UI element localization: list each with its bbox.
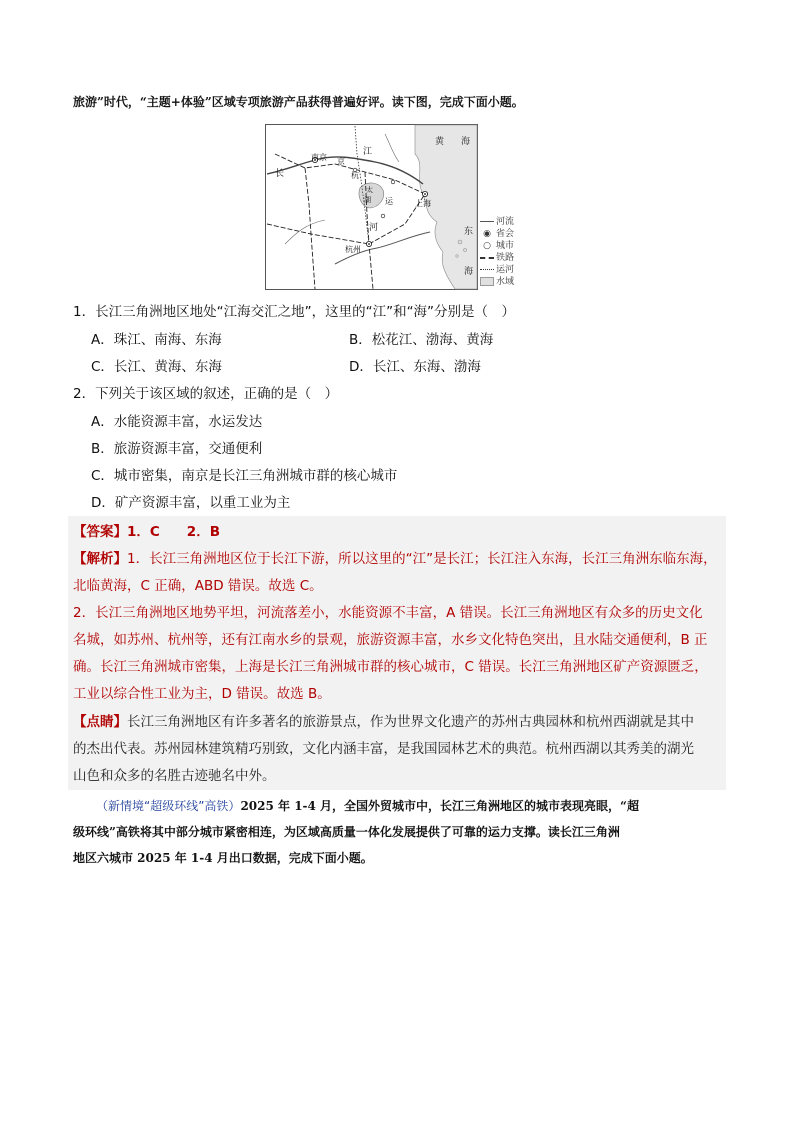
legend-railway: 铁路 [480, 250, 514, 263]
q1-option-b: B．松花江、渤海、黄海 [349, 332, 494, 348]
q2-option-c: C．城市密集，南京是长江三角洲城市群的核心城市 [91, 468, 398, 484]
q2-option-d: D．矿产资源丰富，以重工业为主 [91, 495, 291, 511]
intro-text: 旅游”时代，“主题+体验”区域专项旅游产品获得普遍好评。读下图，完成下面小题。 [73, 95, 524, 109]
next-context-tag: （新情境“超级环线”高铁） [96, 799, 241, 813]
q2-stem: 2．下列关于该区域的叙述，正确的是（ ） [73, 386, 339, 402]
yangtze-delta-map [265, 124, 478, 290]
comment-line-3: 山色和众多的名胜古迹驰名中外。 [73, 768, 276, 784]
next-line-3: 地区六城市 2025 年 1-4 月出口数据，完成下面小题。 [73, 851, 373, 865]
next-line-1: （新情境“超级环线”高铁）2025 年 1-4 月，全国外贸城市中，长江三角洲地区的城市表现亮眼，“超 [96, 799, 639, 813]
q1-stem: 1．长江三角洲地区地处“江海交汇之地”，这里的“江”和“海”分别是（ ） [73, 304, 516, 320]
comment-line-2: 的杰出代表。苏州园林建筑精巧别致，文化内涵丰富，是我国园林艺术的典范。杭州西湖以其秀美的湖光 [73, 741, 694, 757]
legend-capital: ◉ 省会 [483, 229, 515, 239]
island [463, 248, 466, 251]
city-marker [381, 214, 385, 218]
analysis-line-5: 确。长江三角洲城市密集，上海是长江三角洲城市群的核心城市，C 错误。长江三角洲地区矿产资源匮乏， [73, 659, 708, 675]
q2-option-b: B．旅游资源丰富，交通便利 [91, 441, 263, 457]
city-marker [391, 180, 395, 184]
label-huang: 黄 [435, 137, 445, 147]
q1-option-a: A．珠江、南海、东海 [91, 332, 222, 348]
label-hang: 杭 [351, 171, 359, 180]
label-jiang: 江 [363, 147, 373, 157]
comment-line-1: 【点睛】长江三角洲地区有许多著名的旅游景点，作为世界文化遗产的苏州古典园林和杭州西湖就是其中 [73, 714, 694, 730]
analysis-tag: 【解析】 [73, 551, 127, 567]
analysis-line-1: 【解析】1．长江三角洲地区位于长江下游，所以这里的“江”是长江；长江注入东海，长江三角洲东临东海， [73, 551, 717, 567]
analysis-line-6: 工业以综合性工业为主，D 错误。故选 B。 [73, 686, 331, 702]
label-yun: 运 [385, 197, 393, 206]
analysis-line-3: 2．长江三角洲地区地势平坦，河流落差小，水能资源不丰富，A 错误。长江三角洲地区有众多的历史文化 [73, 605, 703, 621]
island [456, 255, 459, 258]
label-hai-top: 海 [461, 137, 471, 147]
answer-text: 1．C 2．B [127, 524, 220, 540]
q2-option-a: A．水能资源丰富，水运发达 [91, 414, 263, 430]
legend-river: 河流 [480, 214, 514, 227]
label-chang: 长 [275, 169, 285, 179]
answer-tag: 【答案】 [73, 524, 127, 540]
analysis-line-2: 北临黄海，C 正确，ABD 错误。故选 C。 [73, 578, 323, 594]
label-he: 河 [369, 223, 379, 233]
analysis-line-4: 名城，如苏州、杭州等，还有江南水乡的景观，旅游资源丰富，水乡文化特色突出，且水陆交通便利，B 正 [73, 632, 708, 648]
legend-city: ○ 城市 [483, 241, 515, 251]
label-shanghai: 上海 [415, 199, 431, 208]
comment-tag: 【点睛】 [73, 714, 127, 730]
answer-line [73, 520, 220, 540]
label-jing: 京 [337, 157, 345, 166]
next-line-2: 级环线”高铁将其中部分城市紧密相连，为区域高质量一体化发展提供了可靠的运力支撑。读长江三角洲 [73, 825, 620, 839]
label-nanjing: 南京 [311, 153, 327, 162]
label-tai: 太 [366, 186, 373, 194]
q1-option-c: C．长江、黄海、东海 [91, 359, 222, 375]
legend-canal: 运河 [480, 262, 514, 275]
label-dong: 东 [464, 227, 474, 237]
label-hai-bottom: 海 [464, 267, 474, 277]
label-hu: 湖 [364, 196, 371, 204]
island [458, 240, 462, 244]
legend-water: 水域 [480, 274, 514, 287]
label-hangzhou: 杭州 [345, 245, 361, 254]
q1-option-d: D．长江、东海、渤海 [349, 359, 481, 375]
